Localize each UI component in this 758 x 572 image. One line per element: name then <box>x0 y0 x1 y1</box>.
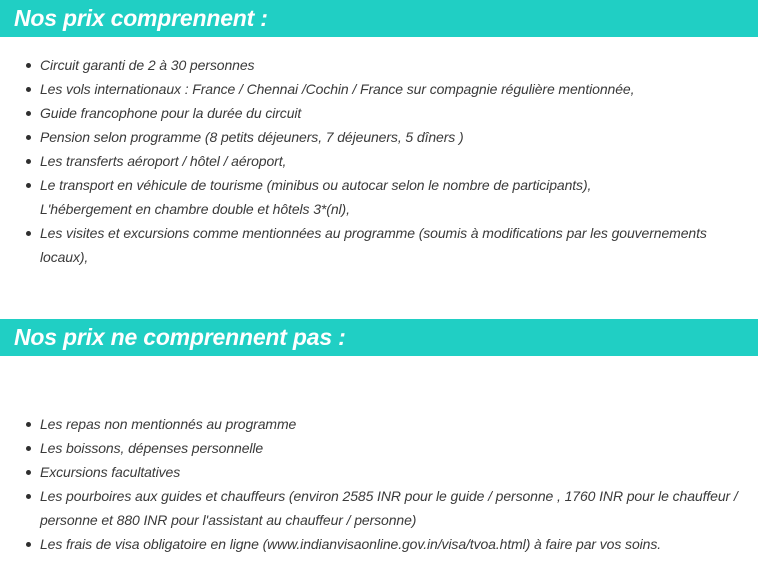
excluded-section <box>0 319 758 556</box>
list-item: Les transferts aéroport / hôtel / aéroport, <box>0 149 758 173</box>
list-item: Excursions facultatives <box>0 460 758 484</box>
list-item <box>0 173 758 221</box>
list-item: Guide francophone pour la durée du circuit <box>0 101 758 125</box>
included-header: Nos prix comprennent : <box>0 0 758 37</box>
excluded-header: Nos prix ne comprennent pas : <box>0 319 758 356</box>
list-item: Les visites et excursions comme mentionnées au programme (soumis à modifications par les gouvernements locaux), <box>0 221 758 269</box>
list-item: Les repas non mentionnés au programme <box>0 412 758 436</box>
list-item-continuation: L'hébergement en chambre double et hôtels 3*(nl), <box>40 201 350 217</box>
list-item-text: Le transport en véhicule de tourisme (minibus ou autocar selon le nombre de participants), <box>40 177 592 193</box>
list-item: Pension selon programme (8 petits déjeuners, 7 déjeuners, 5 dîners ) <box>0 125 758 149</box>
list-item: Les pourboires aux guides et chauffeurs (environ 2585 INR pour le guide / personne , 1760 INR pour le chauffeur / personne et 880 INR pour l'assistant au chauffeur / personne) <box>0 484 758 532</box>
excluded-list <box>0 412 758 556</box>
included-section <box>0 0 758 269</box>
included-list <box>0 53 758 269</box>
list-item: Circuit garanti de 2 à 30 personnes <box>0 53 758 77</box>
list-item: Les vols internationaux : France / Chennai /Cochin / France sur compagnie régulière mentionnée, <box>0 77 758 101</box>
list-item: Les frais de visa obligatoire en ligne (www.indianvisaonline.gov.in/visa/tvoa.html) à faire par vos soins. <box>0 532 758 556</box>
list-item: Les boissons, dépenses personnelle <box>0 436 758 460</box>
